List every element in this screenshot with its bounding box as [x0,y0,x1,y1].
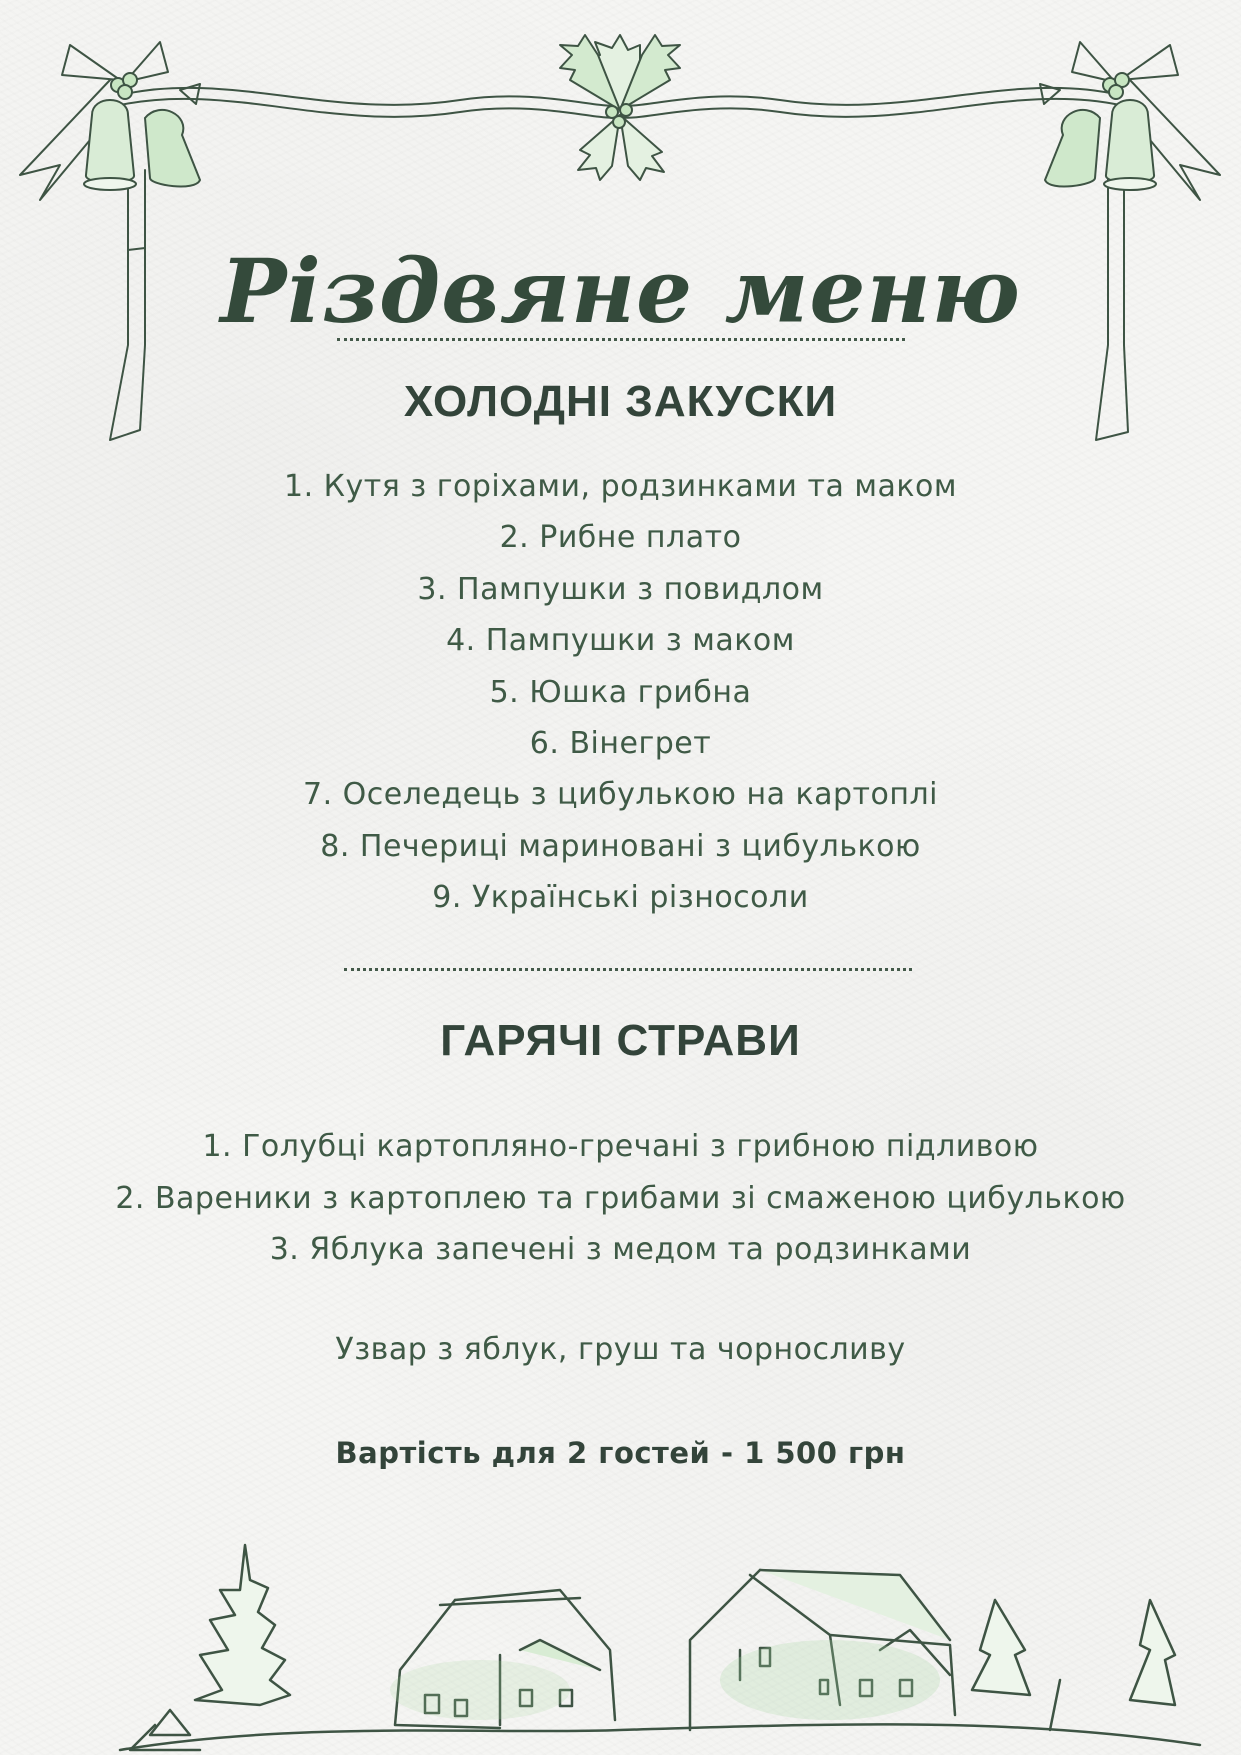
section-heading-hot: ГАРЯЧІ СТРАВИ [440,1016,801,1065]
dotted-divider [344,968,912,971]
dotted-divider [337,338,905,341]
list-item: 2. Рибне плато [499,520,742,556]
list-item: 4. Пампушки з маком [446,623,795,659]
hot-dishes-list [0,1121,1241,1276]
fir-tree-icon [972,1600,1175,1705]
fir-tree-icon [195,1545,290,1705]
list-item: 6. Вінегрет [529,725,712,761]
list-item: 1. Голубці картопляно-гречані з грибною підливою [202,1129,1039,1164]
winter-village-illustration [0,1530,1241,1755]
price-line: Вартість для 2 гостей - 1 500 грн [335,1436,906,1470]
list-item: 3. Пампушки з повидлом [417,571,824,607]
section-heading-cold: ХОЛОДНІ ЗАКУСКИ [403,377,838,426]
list-item: 5. Юшка грибна [489,674,752,710]
drink-line: Узвар з яблук, груш та чорносливу [335,1332,906,1367]
list-item: 7. Оселедець з цибулькою на картоплі [302,777,938,813]
list-item: 9. Українські різносоли [432,880,809,916]
list-item: 8. Печериці мариновані з цибулькою [320,828,921,864]
list-item: 2. Вареники з картоплею та грибами зі смаженою цибулькою [115,1180,1126,1216]
page-title: Різдвяне меню [220,238,1021,343]
list-item: 3. Яблука запечені з медом та родзинками [269,1232,972,1267]
holly-icon [560,35,680,180]
cold-appetizers-list [0,461,1241,924]
list-item: 1. Кутя з горіхами, родзинками та маком [284,469,957,504]
